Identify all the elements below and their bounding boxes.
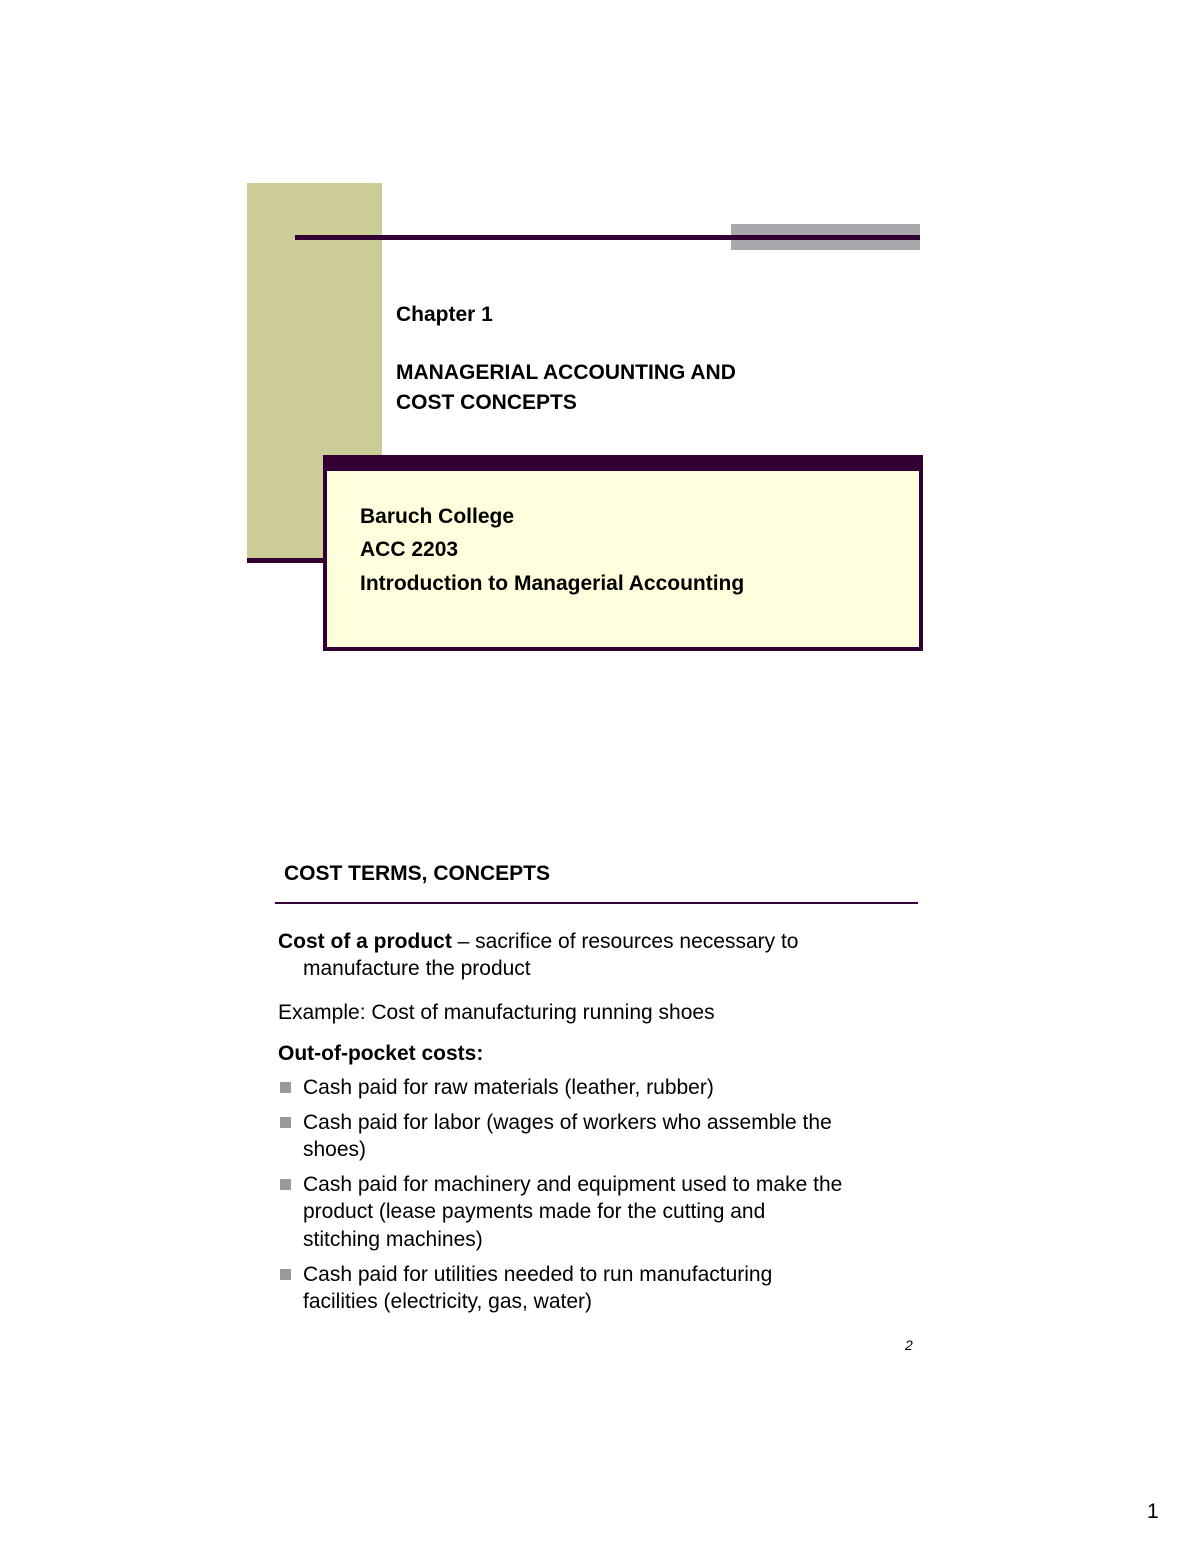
bullet-square-icon [280, 1269, 291, 1280]
bullet-square-icon [280, 1117, 291, 1128]
slide-title [396, 358, 736, 418]
list-item-continued: product (lease payments made for the cutting and [303, 1200, 766, 1223]
gray-bar-rule [731, 235, 920, 240]
slide-title-line-2: COST CONCEPTS [396, 391, 577, 414]
example-text: Example: Cost of manufacturing running shoes [278, 1001, 715, 1024]
list-item-continued: stitching machines) [303, 1228, 483, 1251]
list-item: Cash paid for utilities needed to run manufacturing [303, 1263, 773, 1286]
section-heading: COST TERMS, CONCEPTS [284, 862, 551, 885]
slide-title-line-1: MANAGERIAL ACCOUNTING AND [396, 361, 736, 384]
list-item: Cash paid for raw materials (leather, rubber) [303, 1076, 714, 1099]
list-item-continued: facilities (electricity, gas, water) [303, 1290, 593, 1313]
course-name: Introduction to Managerial Accounting [360, 572, 745, 595]
course-code: ACC 2203 [360, 538, 459, 561]
course-info-box [323, 455, 923, 651]
institution-name: Baruch College [360, 505, 515, 528]
definition-line-2: manufacture the product [303, 957, 531, 980]
subheading: Out-of-pocket costs: [278, 1042, 484, 1065]
chapter-label: Chapter 1 [396, 303, 493, 326]
definition-text: – sacrifice of resources necessary to [451, 930, 799, 953]
bullet-square-icon [280, 1082, 291, 1093]
section-rule [275, 902, 918, 904]
slide-number: 2 [905, 1337, 913, 1353]
list-item: Cash paid for machinery and equipment used to make the [303, 1173, 843, 1196]
olive-accent-underline [247, 558, 327, 563]
bullet-square-icon [280, 1179, 291, 1190]
definition-line-1 [278, 928, 798, 955]
page-number: 1 [1147, 1500, 1159, 1523]
list-item-continued: shoes) [303, 1138, 367, 1161]
definition-term: Cost of a product [278, 930, 452, 953]
list-item: Cash paid for labor (wages of workers who assemble the [303, 1111, 832, 1134]
